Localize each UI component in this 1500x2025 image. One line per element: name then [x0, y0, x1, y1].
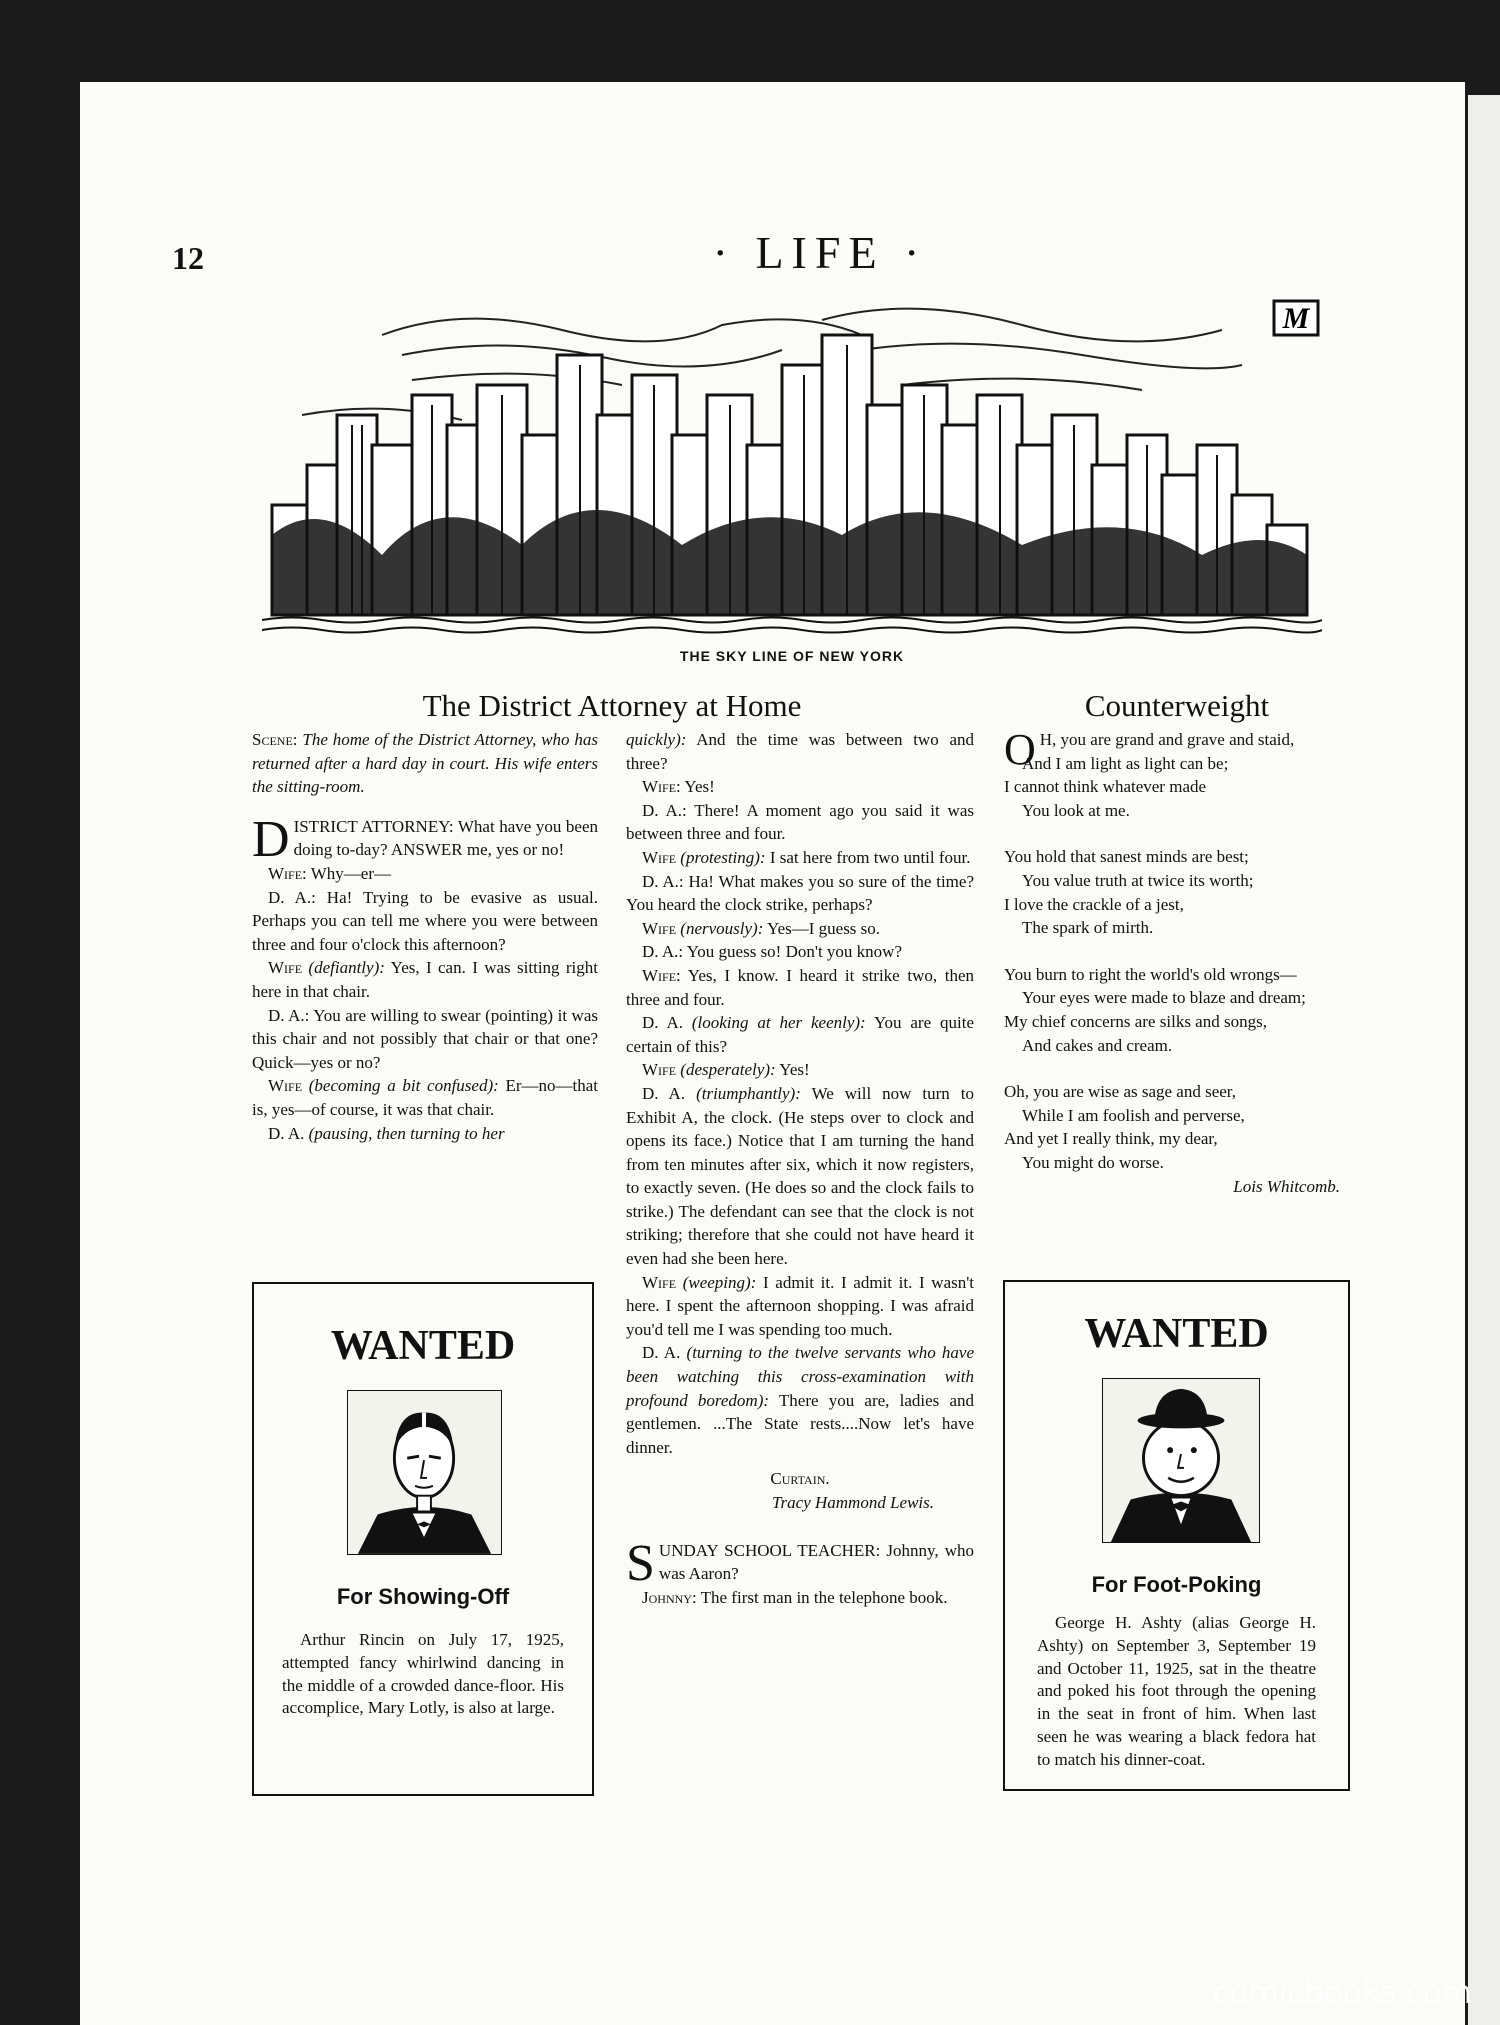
poem-line: You value truth at twice its worth; [1022, 870, 1254, 890]
artist-monogram [1274, 301, 1318, 335]
story-column-1 [252, 728, 598, 1145]
poem-author: Lois Whitcomb. [1233, 1176, 1340, 1196]
dialogue-line: Wife (becoming a bit confused): Er—no—that is, yes—of course, it was that chair. [252, 1076, 599, 1119]
poem-stanza [1004, 1080, 1350, 1174]
masthead: · LIFE · [712, 227, 928, 278]
dialogue-line: D. A.: Ha! Trying to be evasive as usual. Perhaps you can tell me where you were between three and four o'clock this afternoon? [252, 887, 599, 954]
poem-body [1004, 725, 1350, 1198]
suspect-portrait-fedora [1102, 1378, 1260, 1543]
dialogue-line: Wife: Yes! [642, 777, 715, 797]
poem-line: While I am foolish and perverse, [1022, 1105, 1245, 1125]
facing-page-edge [1468, 95, 1500, 2025]
dialogue-line: D. A.: There! A moment ago you said it was between three and four. [626, 800, 974, 844]
wanted-box-left [252, 1282, 594, 1796]
dialogue-line: DISTRICT ATTORNEY: What have you been doing to-day? ANSWER me, yes or no! [252, 810, 598, 868]
poem-stanza [1004, 725, 1350, 822]
dialogue-line: Wife (nervously): Yes—I guess so. [642, 918, 881, 938]
dialogue-line: Wife (protesting): I sat here from two until four. [642, 847, 971, 867]
story-author: Tracy Hammond Lewis. [772, 1493, 934, 1512]
poem-line: You might do worse. [1022, 1152, 1164, 1172]
svg-text:M: M [1282, 302, 1310, 335]
joke-answer: Johnny: The first man in the telephone book. [642, 1587, 948, 1607]
suspect-portrait-dancer [347, 1390, 502, 1555]
poem-stanza [1004, 963, 1350, 1057]
dialogue-line: D. A.: You are willing to swear (pointing) it was this chair and not possibly that chair or that one? Quick—yes or no? [252, 1005, 598, 1072]
poem-line: You hold that sanest minds are best; [1004, 847, 1249, 867]
dialogue-line: quickly): And the time was between two and three? [626, 730, 974, 773]
poem-line: Oh, you are wise as sage and seer, [1004, 1082, 1237, 1102]
poem-line: And I am light as light can be; [1022, 753, 1229, 773]
drop-cap: S [626, 1534, 655, 1592]
poem-line: You look at me. [1022, 800, 1130, 820]
poem-line: And cakes and cream. [1022, 1035, 1173, 1055]
dialogue-line: D. A.: Ha! What makes you so sure of the time? You heard the clock strike, perhaps? [626, 871, 974, 915]
story-column-2 [626, 728, 974, 1609]
dialogue-line: D. A. (triumphantly): We will now turn to Exhibit A, the clock. (He steps over to clock and opens its face.) Notice that I am turning the hand from ten minutes after six, which it now registers, to exactly seven. (He does so and the clock fails to strike.) The defendant can see that the clock is not striking; therefore that she could not have heard it even had she been here. [626, 1083, 974, 1269]
dialogue-line: Wife: Why—er— [268, 863, 391, 883]
drop-cap: D [252, 810, 290, 868]
wanted-description: Arthur Rincin on July 17, 1925, attempted fancy whirlwind dancing in the middle of a crowded dance-floor. His accomplice, Mary Lotly, is also at large. [282, 1630, 564, 1718]
poem-line: The spark of mirth. [1022, 918, 1154, 938]
poem-line: O H, you are grand and grave and staid, [1004, 725, 1295, 774]
water [262, 618, 1322, 633]
poem-title: Counterweight [1084, 688, 1270, 723]
dialogue-line: D. A. (pausing, then turning to her [268, 1123, 505, 1143]
dialogue-line: Wife: Yes, I know. I heard it strike two, then three and four. [626, 965, 974, 1009]
poem-line: I love the crackle of a jest, [1004, 894, 1184, 914]
story-title: The District Attorney at Home [422, 688, 802, 723]
wanted-box-right [1003, 1280, 1350, 1791]
wanted-heading: WANTED [330, 1323, 516, 1369]
dialogue-line: D. A. (looking at her keenly): You are quite certain of this? [626, 1013, 974, 1056]
poem-line: You burn to right the world's old wrongs— [1004, 964, 1297, 984]
poem-line: And yet I really think, my dear, [1004, 1129, 1218, 1149]
poem-stanza [1004, 845, 1350, 939]
dialogue-line: Wife (weeping): I admit it. I admit it. I wasn't here. I spent the afternoon shopping. I was afraid you'd tell me I was spending too much. [626, 1272, 975, 1339]
skyline-illustration [262, 295, 1322, 640]
curtain-note: Curtain. [770, 1469, 830, 1489]
poem-line: Your eyes were made to blaze and dream; [1022, 988, 1306, 1008]
dialogue-line: Wife (defiantly): Yes, I can. I was sitting right here in that chair. [252, 958, 599, 1001]
wanted-subhead: For Foot-Poking [1091, 1572, 1262, 1597]
drop-cap: O [1004, 725, 1036, 774]
wanted-heading: WANTED [1084, 1311, 1269, 1357]
dialogue-line: D. A. (turning to the twelve servants who have been watching this cross-examination with profound boredom): There you are, ladies and gentlemen. ...The State rests....Now let's have dinner. [626, 1343, 975, 1457]
page-number: 12 [172, 240, 204, 276]
joke-question: SUNDAY SCHOOL TEACHER: Johnny, who was Aaron? [626, 1534, 974, 1592]
poem-line: My chief concerns are silks and songs, [1004, 1011, 1267, 1031]
dialogue-line: Wife (desperately): Yes! [642, 1060, 810, 1080]
illustration-caption: THE SKY LINE OF NEW YORK [679, 648, 905, 664]
wanted-subhead: For Showing-Off [336, 1584, 510, 1609]
scene-direction: Scene: The home of the District Attorney, who has returned after a hard day in court. His wife enters the sitting-room. [252, 730, 598, 797]
dialogue-line: D. A.: You guess so! Don't you know? [642, 942, 902, 962]
site-watermark: comicbooks.com [1212, 1975, 1472, 2011]
poem-line: I cannot think whatever made [1004, 777, 1207, 797]
wanted-description: George H. Ashty (alias George H. Ashty) on September 3, September 19 and October 11, 1925, sat in the theatre and poked his foot through the opening in the seat in front of him. When last seen he was wearing a black fedora hat to match his dinner-coat. [1037, 1613, 1316, 1769]
